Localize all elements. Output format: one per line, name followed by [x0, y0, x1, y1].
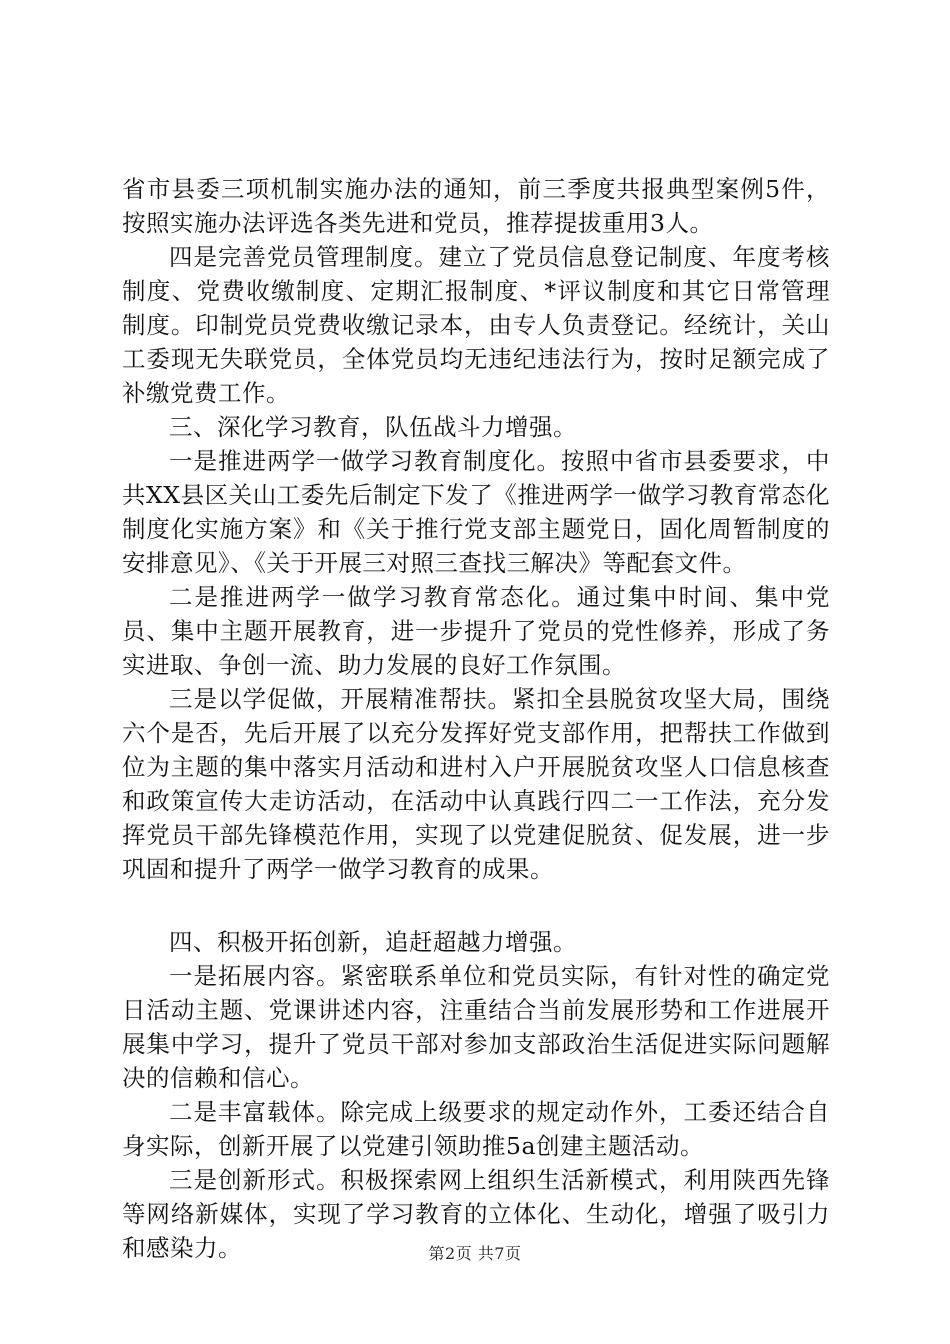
paragraph-innovate-forms: 三是创新形式。积极探索网上组织生活新模式，利用陕西先锋等网络新媒体，实现了学习教育的立体化、生动化，增强了吸引力和感染力。: [122, 1166, 830, 1262]
paragraph-member-management: 四是完善党员管理制度。建立了党员信息登记制度、年度考核制度、党费收缴制度、定期汇报制度、*评议制度和其它日常管理制度。印制党员党费收缴记录本，由专人负责登记。经统计，关山工委现无失联党员，全体党员均无违纪违法行为，按时足额完成了补缴党费工作。: [122, 243, 830, 407]
paragraph-enrich-carriers: 二是丰富载体。除完成上级要求的规定动作外，工委还结合自身实际，创新开展了以党建引领助推5a创建主题活动。: [122, 1098, 830, 1160]
paragraph-continuation: 省市县委三项机制实施办法的通知，前三季度共报典型案例5件，按照实施办法评选各类先进和党员，推荐提拔重用3人。: [122, 175, 830, 237]
section-heading-four: 四、积极开拓创新，追赶超越力增强。: [169, 928, 577, 956]
page-footer: 第2页 共7页: [428, 1244, 522, 1263]
paragraph-precision-assistance: 三是以学促做，开展精准帮扶。紧扣全县脱贫攻坚大局，围绕六个是否，先后开展了以充分发挥好党支部作用，把帮扶工作做到位为主题的集中落实月活动和进村入户开展脱贫攻坚人口信息核查和政策宣传大走访活动，在活动中认真践行四二一工作法，充分发挥党员干部先锋模范作用，实现了以党建促脱贫、促发展，进一步巩固和提升了两学一做学习教育的成果。: [122, 685, 830, 883]
section-heading-three: 三、深化学习教育，队伍战斗力增强。: [169, 413, 577, 441]
paragraph-expand-content: 一是拓展内容。紧密联系单位和党员实际，有针对性的确定党日活动主题、党课讲述内容，注重结合当前发展形势和工作进展开展集中学习，提升了党员干部对参加支部政治生活促进实际问题解决的信赖和信心。: [122, 962, 830, 1092]
document-body: [122, 172, 830, 1265]
paragraph-normalization: 二是推进两学一做学习教育常态化。通过集中时间、集中党员、集中主题开展教育，进一步提升了党员的党性修养，形成了务实进取、争创一流、助力发展的良好工作氛围。: [122, 583, 830, 679]
paragraph-institutionalization: 一是推进两学一做学习教育制度化。按照中省市县委要求，中共XX县区关山工委先后制定下发了《推进两学一做学习教育常态化制度化实施方案》和《关于推行党支部主题党日，固化周暂制度的安排意见》、《关于开展三对照三查找三解决》等配套文件。: [122, 447, 830, 577]
